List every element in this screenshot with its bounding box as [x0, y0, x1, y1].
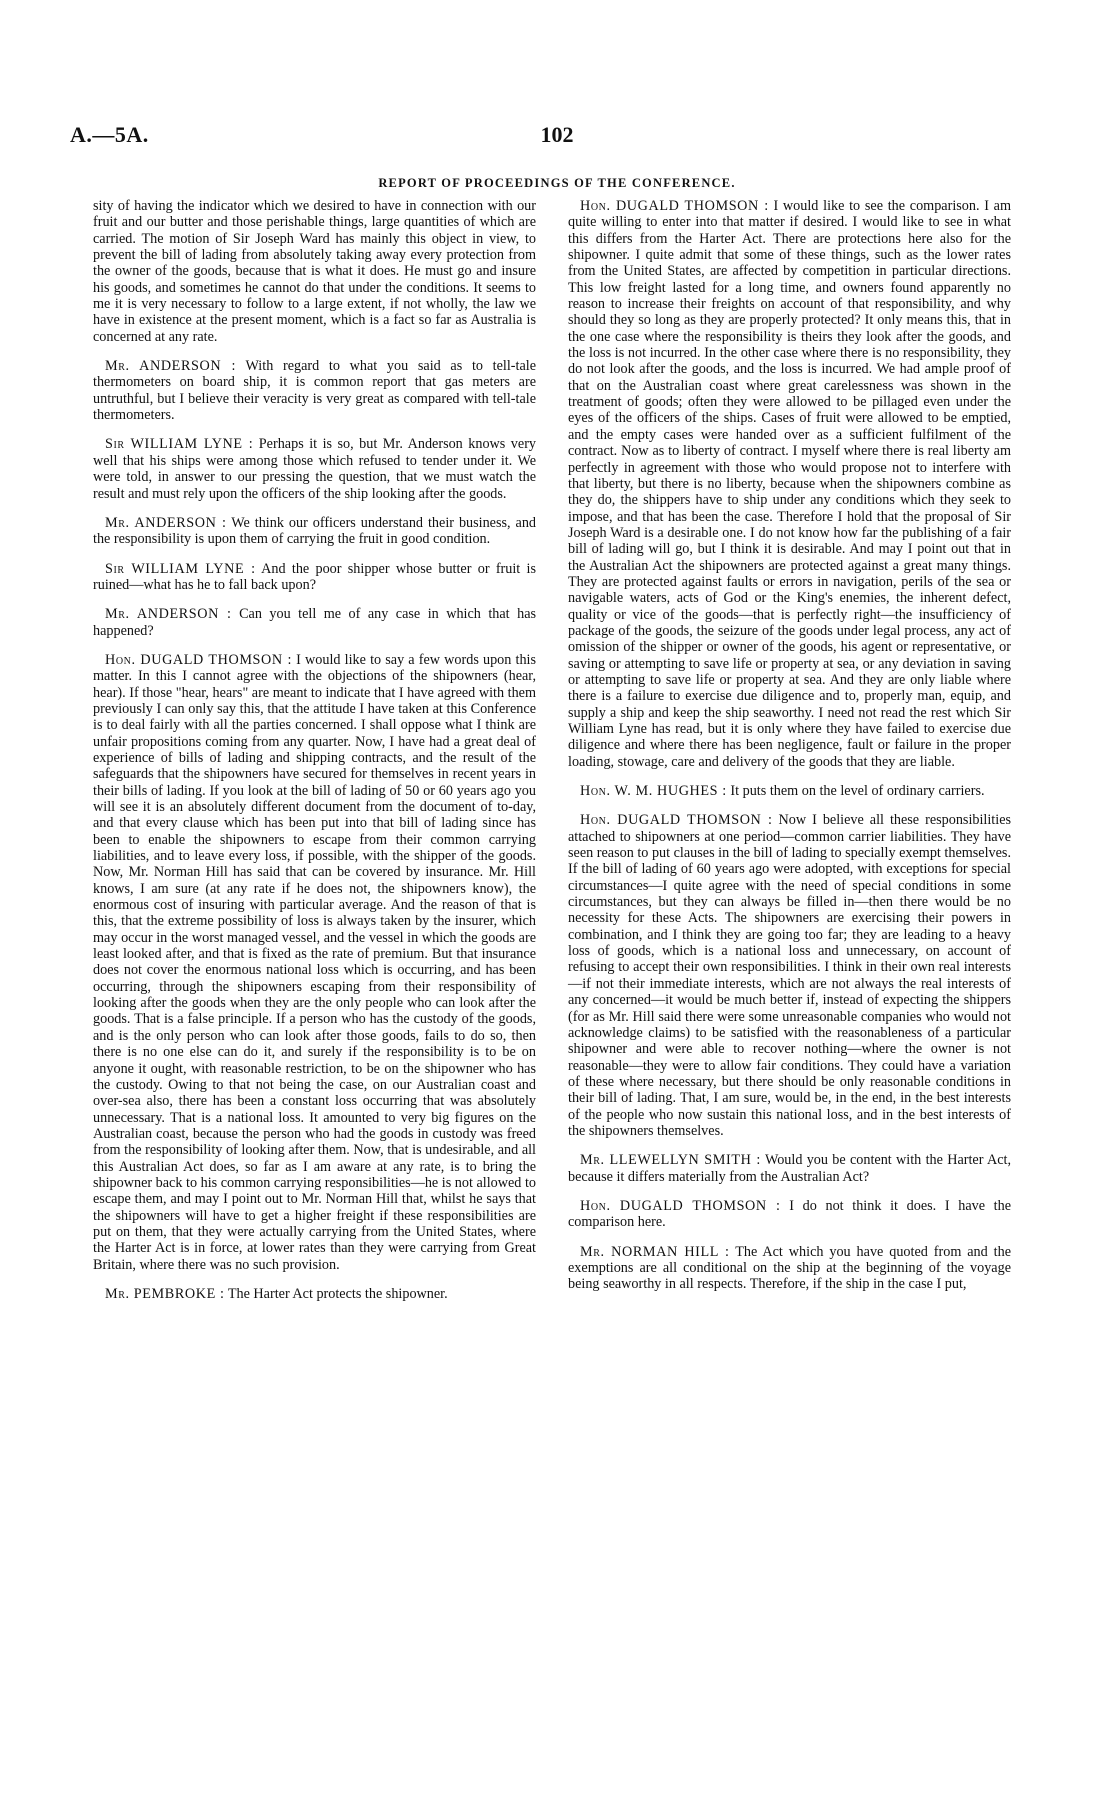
paragraph: Mr. ANDERSON : We think our officers understand their business, and the responsibility is upon them of carrying the fruit in good condition. [93, 514, 537, 548]
speaker-name: Sir WILLIAM LYNE : [105, 560, 256, 577]
paragraph: Mr. PEMBROKE : The Harter Act protects the shipowner. [105, 1285, 448, 1302]
page-number: 102 [540, 122, 574, 147]
paragraph: Hon. DUGALD THOMSON : I would like to say a few words upon this matter. In this I cannot agree with the objections of the shipowners (hear, hear). If those "hear, hears" are meant to indicate that I have agreed with them previously I can only say this, that the attitude I have taken at this Conference is to deal fairly with all the parties concerned. I shall oppose what I think are unfair propositions coming from any quarter. Now, I have had a great deal of experience of bills of lading and shipping contracts, and the result of the safeguards that the shipowners have secured for themselves in recent years in their bills of lading. If you look at the bill of lading of 50 or 60 years ago you will see it is an absolutely different document from the document of to-day, and that every clause which has been put into that bill of lading since has been to enable the shipowners to escape from their common carrying liabilities, and to leave every loss, if possible, with the shipper of the goods. Now, Mr. Norman Hill has said that can be covered by insurance. Mr. Hill knows, I am sure (at any rate if he does not, the shipowners know), the enormous cost of insuring with particular average. And the reason of that is this, that the extreme possibility of loss is always taken by the insurer, which may occur in the worst managed vessel, and the vessel in which the goods are least looked after, and that is fixed as the rate of premium. But that insurance does not cover the enormous national loss which is occurring, and has been occurring, through the shipowners escaping from their responsibility of looking after the goods when they are the only people who can look after the goods. That is a false principle. If a person who has the custody of the goods, and is the only person who can look after those goods, fails to do so, then there is no one else can do it, and surely if the responsibility is to be on anyone it ought, with reasonable restriction, to be on the shipowner who has the custody. Owing to that not being the case, on our Australian coast and over-sea also, there has been a constant loss occurring that was absolutely unnecessary. That is a national loss. It amounted to very big figures on the Australian coast, because the person who had the goods in custody was freed from the responsibility of looking after them. Now, that is undesirable, and all this Australian Act does, so far as I am aware at any rate, is to bring the shipowner back to his common carrying responsibilities—he is not allowed to escape them, and may I point out to Mr. Norman Hill that, whilst he says that the shipowners will have to get a higher freight if these responsibilities are put on them, that they were actually carrying from the United States, where the Harter Act is in force, at lower rates than they were carrying from Great Britain, where there was no such provision. [93, 651, 537, 1273]
speaker-name: Mr. ANDERSON : [105, 606, 232, 623]
paragraph: Hon. DUGALD THOMSON : Now I believe all these responsibilities attached to shipowners at one period—common carrier liabilities. They have seen reason to put clauses in the bill of lading to specially exempt themselves. If the bill of lading of 60 years ago were adopted, with exceptions for special circumstances—I quite agree with the need of special conditions in some circumstances, but they can always be filled in—then there would be no necessity for these Acts. The shipowners are exercising their powers in combination, and I think they are going too far; they are leading to a heavy loss of goods, which is a national loss and unnecessary, on account of refusing to accept their own responsibilities. I think in their own real interests—if not their immediate interests, which are not always the real interests of any concerned—it would be much better if, instead of expecting the shippers (for as Mr. Hill said there were some unreasonable companies who would not acknowledge claims) to be satisfied with the reasonableness of a particular shipowner and were able to recover nothing—where the owner is not reasonable—they were to allow fair conditions. They could have a variation of these where necessary, but there should be only reasonable conditions in their bill of lading. That, I am sure, would be, in the end, in the best interests of the people who now sustain this national loss, and in the best interests of the shipowners themselves. [568, 812, 1012, 1139]
right-column [568, 198, 1011, 1306]
paragraph: Hon. DUGALD THOMSON : I would like to see the comparison. I am quite willing to enter into that matter if desired. I would like to see in what this differs from the Harter Act. There are protections here also for the shipowner. I quite admit that some of these things, such as the lower rates from the United States, are affected by competition in particular directions. This low freight lasted for a long time, and owners found apparently no reason to increase their freights on account of that responsibility, and why should they so long as they are properly protected? It only means this, that in the one case where the responsibility is theirs they look after the goods, and the loss is not incurred. In the other case where there is no responsibility, they do not look after the goods, and the loss is incurred. We had ample proof of that on the Australian coast where great carelessness was shown in the treatment of goods; often they were allowed to be pillaged even under the eyes of the officers of the ships. Cases of fruit were allowed to be emptied, and the empty cases were handed over as a sufficient fulfilment of the contract. Now as to liberty of contract. I myself where there is real liberty am perfectly in agreement with those who would propose not to interfere with that liberty, but there is no liberty, because when the shipowners combine as they do, the shippers have to ship under any conditions which they seek to impose, and that has been the case. Therefore I hold that the proposal of Sir Joseph Ward is a desirable one. I do not know how far the publishing of a fair bill of lading will go, but I think it is desirable. And may I point out that in the Australian Act the shipowners are protected against a great many things. They are protected against faults or errors in navigation, perils of the sea or navigable waters, acts of God or the King's enemies, the inherent defect, quality or vice of the goods—that is perfectly right—the insufficiency of package of the goods, the seizure of the goods under legal process, any act of omission of the shipper or owner of the goods, his agent or representative, or saving or attempting to save life or property at sea, or any deviation in saving or attempting to save life or property at sea. And they are only liable where there is a failure to exercise due diligence and to, properly man, equip, and supply a ship and keep the ship seaworthy. I need not read the rest which Sir William Lyne has read, but it is only where they have failed to exercise due diligence and where there has been negligence, fault or failure in the proper loading, stowage, care and delivery of the goods that they are liable. [568, 198, 1012, 770]
paragraph: Sir WILLIAM LYNE : And the poor shipper whose butter or fruit is ruined—what has he to fall back upon? [93, 560, 536, 593]
speaker-name: Sir WILLIAM LYNE : [105, 436, 254, 453]
paragraph: Mr. LLEWELLYN SMITH : Would you be content with the Harter Act, because it differs materially from the Australian Act? [568, 1152, 1011, 1185]
speaker-name: Hon. DUGALD THOMSON : [580, 198, 769, 214]
speaker-name: Mr. PEMBROKE : [105, 1285, 225, 1302]
speaker-name: Mr. ANDERSON : [105, 514, 227, 531]
speaker-name: Hon. W. M. HUGHES : [580, 783, 727, 800]
speaker-name: Mr. NORMAN HILL : [580, 1243, 730, 1260]
paragraph: Mr. ANDERSON : Can you tell me of any case in which that has happened? [93, 606, 537, 639]
paragraph: Mr. NORMAN HILL : The Act which you have quoted from and the exemptions are all conditional on the ship at the beginning of the voyage being seaworthy in all respects. Therefore, if the ship in the case I put, [568, 1243, 1011, 1293]
speaker-name: Mr. LLEWELLYN SMITH : [580, 1152, 761, 1169]
paragraph: Hon. DUGALD THOMSON : I do not think it does. I have the comparison here. [568, 1197, 1012, 1231]
speaker-name: Hon. DUGALD THOMSON : [580, 1197, 781, 1214]
paragraph: sity of having the indicator which we desired to have in connection with our fruit and our butter and those perishable things, large quantities of which are carried. The motion of Sir Joseph Ward has mainly this object in view, to prevent the bill of lading from absolutely taking away every protection from the owner of the goods, because that is what it does. He must go and insure his goods, and sometimes he cannot do that under the conditions. It seems to me it is very necessary to follow to a large extent, if not wholly, the law we have in existence at the present moment, which is a fact so far as Australia is concerned at any rate. [93, 198, 536, 345]
paragraph: Hon. W. M. HUGHES : It puts them on the level of ordinary carriers. [580, 783, 985, 800]
left-column [93, 198, 536, 1315]
speaker-name: Hon. DUGALD THOMSON : [105, 651, 293, 668]
page-title: REPORT OF PROCEEDINGS OF THE CONFERENCE. [378, 176, 736, 190]
speaker-name: Mr. ANDERSON : [105, 358, 237, 375]
speaker-name: Hon. DUGALD THOMSON : [580, 812, 773, 829]
paragraph: Mr. ANDERSON : With regard to what you said as to tell-tale thermometers on board ship, it is common report that gas meters are untruthful, but I believe their veracity is very great as compared with tell-tale thermometers. [93, 358, 536, 424]
page-reference: A.—5A. [70, 122, 149, 147]
paragraph: Sir WILLIAM LYNE : Perhaps it is so, but Mr. Anderson knows very well that his ships were among those which refused to tender under it. We were told, in answer to our pressing the question, that we must watch the result and must rely upon the officers of the ship looking after the goods. [93, 436, 537, 502]
